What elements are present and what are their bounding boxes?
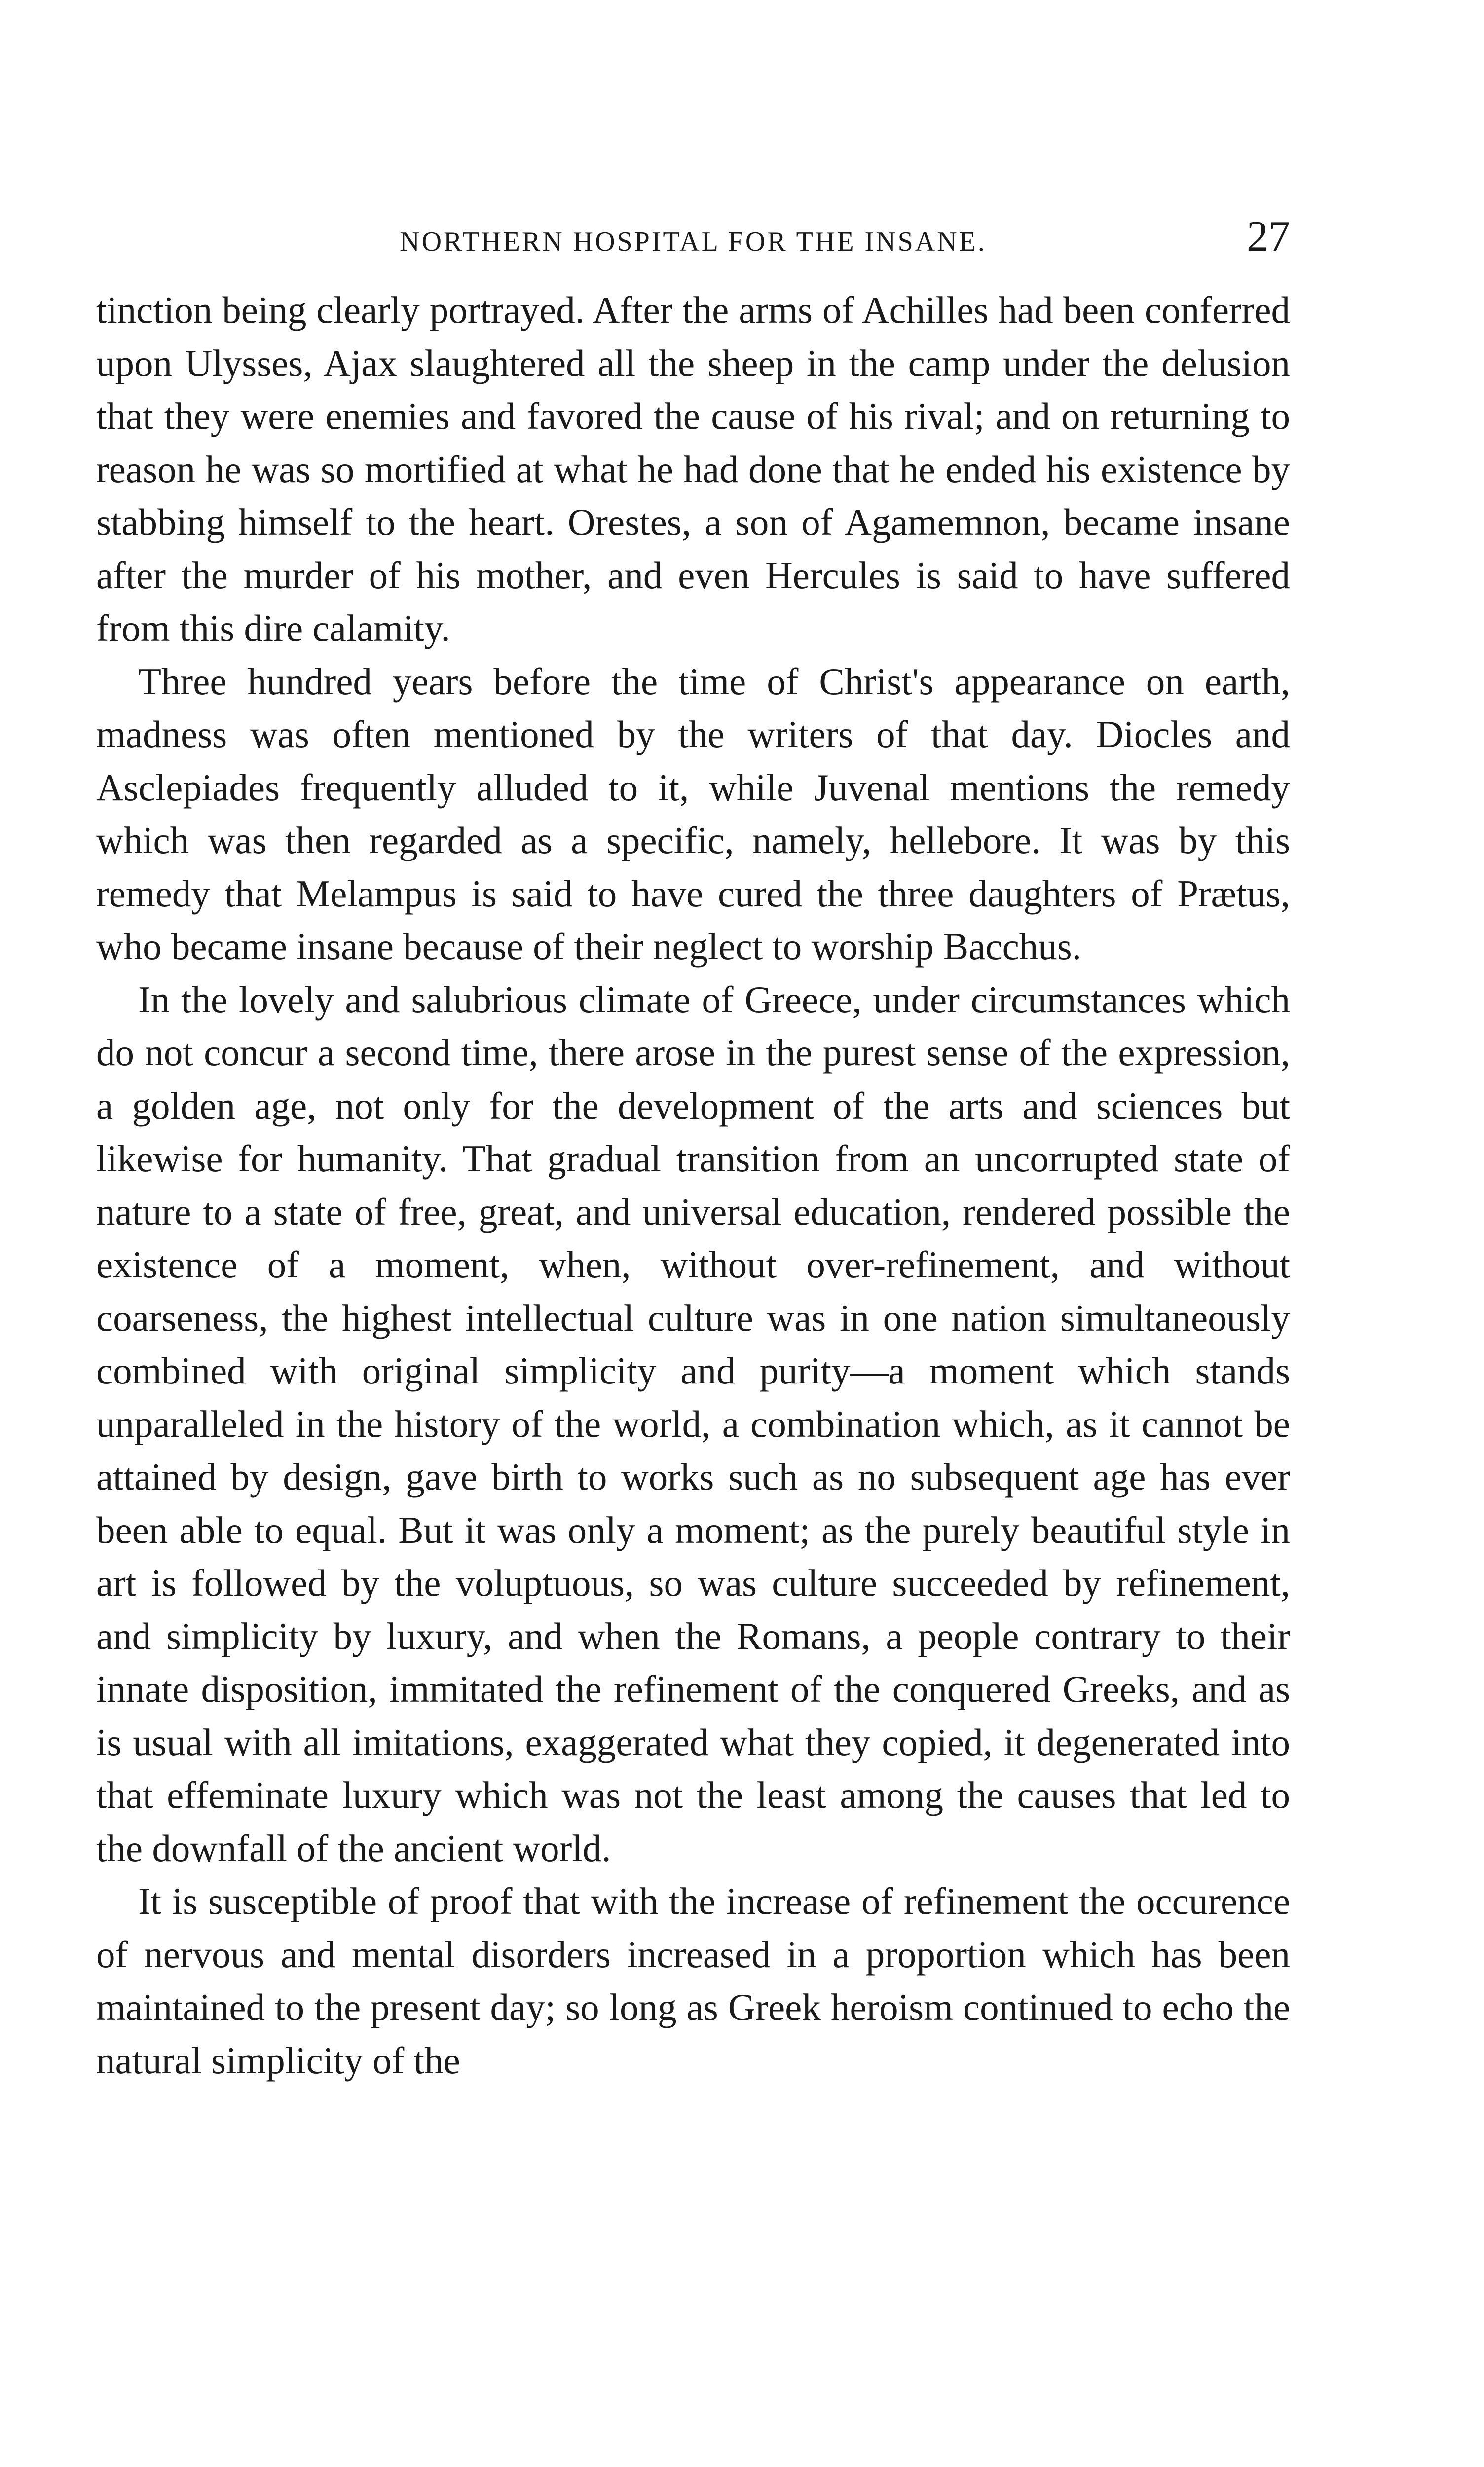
- paragraph-greece-golden-age: In the lovely and salubrious climate of Greece, under circumstances which do not concur a second time, there arose in the purest sense of the expression, a golden age, not only for the development of the arts and sciences but likewise for humanity. That gradual transition from an uncorrupted state of nature to a state of free, great, and universal education, rendered possible the existence of a moment, when, without over-refinement, and without coarseness, the highest intellectual culture was in one nation simultaneously combined with original simplicity and purity—a moment which stands unparalleled in the history of the world, a combination which, as it cannot be attained by design, gave birth to works such as no subsequent age has ever been able to equal. But it was only a moment; as the purely beautiful style in art is followed by the voluptuous, so was culture succeeded by refinement, and simplicity by luxury, and when the Romans, a people contrary to their innate disposition, immitated the refinement of the conquered Greeks, and as is usual with all imitations, exaggerated what they copied, it degenerated into that effeminate luxury which was not the least among the causes that led to the downfall of the ancient world.: [96, 978, 1290, 1869]
- page-header: [96, 207, 1290, 266]
- page-number: 27: [1247, 213, 1290, 261]
- paragraph-continuation: tinction being clearly portrayed. After the arms of Achilles had been conferred upon Ulysses, Ajax slaughtered all the sheep in the camp under the delusion that they were enemies and favored the cause of his rival; and on returning to reason he was so mortified at what he had done that he ended his existence by stabbing himself to the heart. Orestes, a son of Agamemnon, became insane after the murder of his mother, and even Hercules is said to have suffered from this dire calamity.: [96, 289, 1290, 649]
- paragraph-refinement-proof: It is susceptible of proof that with the increase of refinement the occurence of nervous and mental disorders increased in a proportion which has been maintained to the present day; so long as Greek heroism continued to echo the natural simplicity of the: [96, 1880, 1290, 2082]
- running-head: NORTHERN HOSPITAL FOR THE INSANE.: [400, 226, 987, 257]
- paragraph-christ-era: Three hundred years before the time of Christ's appearance on earth, madness was often mentioned by the writers of that day. Diocles and Asclepiades frequently alluded to it, while Juvenal mentions the remedy which was then regarded as a specific, namely, hellebore. It was by this remedy that Melampus is said to have cured the three daughters of Prætus, who became insane because of their neglect to worship Bacchus.: [96, 660, 1290, 968]
- body-text: [96, 284, 1290, 2087]
